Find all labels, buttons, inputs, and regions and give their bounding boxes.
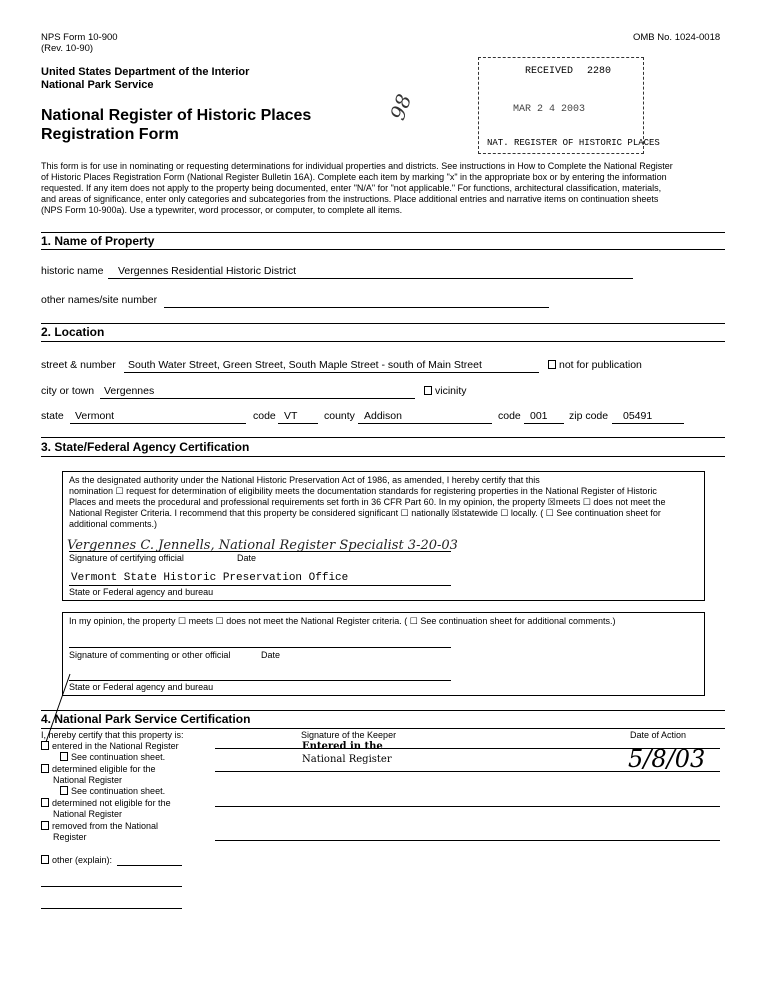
other-names-label: other names/site number: [41, 294, 158, 306]
keeper-underline: [215, 840, 720, 841]
handwritten-margin-mark: 98: [385, 90, 417, 124]
form-number: NPS Form 10-900: [41, 32, 118, 43]
state-code-value[interactable]: VT: [284, 410, 298, 422]
field-underline: [124, 372, 539, 373]
cert-line-4: National Register Criteria. I recommend that this property be considered significant ☐ nationally ☒statewide ☐ locally. ( ☐ See continuation sheet for: [69, 508, 661, 518]
not-eligible-option[interactable]: [41, 798, 171, 809]
keeper-stamp-line-1: Entered in the: [302, 741, 383, 752]
cert-line-3: Places and meets the procedural and professional requirements set forth in 36 CFR Part 60. In my opinion, the property ☒meets ☐ does not meet the: [69, 497, 666, 507]
other-underline: [117, 865, 182, 866]
state-value[interactable]: Vermont: [75, 410, 115, 422]
county-code-value[interactable]: 001: [530, 410, 548, 422]
not-for-publication-checkbox[interactable]: [548, 360, 556, 369]
date-of-action-value: 5/8/03: [628, 745, 706, 773]
not-eligible-label: determined not eligible for the: [52, 798, 171, 808]
intro-line-1: This form is for use in nominating or requesting determinations for individual properties and districts. See instructions in How to Complete the National Register: [41, 161, 673, 171]
received-stamp: [478, 57, 660, 154]
see-continuation-2[interactable]: [60, 786, 165, 797]
not-for-publication[interactable]: [548, 359, 642, 371]
commenting-box: [62, 612, 705, 696]
certifying-agency-value[interactable]: Vermont State Historic Preservation Office: [71, 572, 349, 584]
vicinity[interactable]: [424, 385, 467, 397]
field-underline: [612, 423, 684, 424]
certifying-signature: Vergennes C. Jennells, National Register Specialist 3-20-03: [67, 538, 458, 553]
see-continuation-1[interactable]: [60, 752, 165, 763]
see-continuation-1-label: See continuation sheet.: [71, 752, 166, 762]
see-continuation-1-checkbox[interactable]: [60, 752, 68, 761]
section-divider: [41, 232, 725, 233]
section-divider: [41, 437, 725, 438]
section-divider: [41, 456, 725, 457]
intro-line-3: requested. If any item does not apply to the property being documented, enter "N/A" for "not applicable." For functions, architectural classification, materials,: [41, 183, 662, 193]
agency-underline: [69, 680, 451, 681]
opinion-line: In my opinion, the property ☐ meets ☐ does not meet the National Register criteria. ( ☐ See continuation sheet for additional comments.): [69, 616, 616, 626]
determined-eligible-label-2: National Register: [53, 775, 123, 785]
not-eligible-label-2: National Register: [53, 809, 123, 819]
omb-number: OMB No. 1024-0018: [633, 32, 721, 43]
form-subtitle: Registration Form: [41, 126, 179, 143]
signature-underline: [69, 647, 451, 648]
determined-eligible-option[interactable]: [41, 764, 156, 775]
vicinity-label: vicinity: [435, 385, 467, 397]
zip-value[interactable]: 05491: [623, 410, 653, 422]
removed-option[interactable]: [41, 821, 158, 832]
commenting-agency-label: State or Federal agency and bureau: [69, 682, 214, 692]
certifying-signature-label: Signature of certifying official: [69, 553, 184, 563]
county-code-label: code: [498, 410, 521, 422]
entered-checkbox[interactable]: [41, 741, 49, 750]
intro-line-4: and areas of significance, enter only categories and subcategories from the instructions. Place additional entries and narrative items on continuation sheets: [41, 194, 659, 204]
historic-name-value[interactable]: Vergennes Residential Historic District: [118, 265, 296, 277]
field-underline: [164, 307, 549, 308]
city-value[interactable]: Vergennes: [104, 385, 155, 397]
vicinity-checkbox[interactable]: [424, 386, 432, 395]
stamp-received-label: RECEIVED: [525, 66, 574, 77]
section-divider: [41, 710, 725, 711]
stamp-received-number: 2280: [587, 66, 612, 77]
section-3-heading: 3. State/Federal Agency Certification: [41, 440, 250, 454]
removed-label-2: Register: [53, 832, 87, 842]
city-label: city or town: [41, 385, 95, 397]
other-underline: [41, 908, 182, 909]
section-divider: [41, 728, 725, 729]
state-label: state: [41, 410, 64, 422]
commenting-date-label: Date: [261, 650, 281, 660]
cert-line-2: nomination ☐ request for determination of eligibility meets the documentation standards for registering properties in the National Register of Historic: [69, 486, 657, 496]
keeper-stamp-line-2: National Register: [302, 754, 392, 765]
stamp-footer: NAT. REGISTER OF HISTORIC PLACES: [487, 138, 660, 148]
agency-name: National Park Service: [41, 79, 154, 91]
determined-eligible-checkbox[interactable]: [41, 764, 49, 773]
certifying-agency-label: State or Federal agency and bureau: [69, 587, 214, 597]
historic-name-label: historic name: [41, 265, 104, 277]
field-underline: [108, 278, 633, 279]
section-2-heading: 2. Location: [41, 325, 105, 339]
other-label: other (explain):: [52, 855, 113, 865]
intro-line-2: of Historic Places Registration Form (National Register Bulletin 16A). Complete each item by marking "x" in the appropriate box or by entering the information: [41, 172, 667, 182]
other-option[interactable]: [41, 855, 112, 866]
department-name: United States Department of the Interior: [41, 66, 250, 78]
cert-line-5: additional comments.): [69, 519, 158, 529]
state-code-label: code: [253, 410, 276, 422]
street-value[interactable]: South Water Street, Green Street, South Maple Street - south of Main Street: [128, 359, 482, 371]
county-label: county: [324, 410, 355, 422]
field-underline: [100, 398, 415, 399]
see-continuation-2-checkbox[interactable]: [60, 786, 68, 795]
section-4-heading: 4. National Park Service Certification: [41, 712, 251, 726]
keeper-signature-label: Signature of the Keeper: [301, 730, 397, 740]
agency-underline: [69, 585, 451, 586]
certifying-date-label: Date: [237, 553, 257, 563]
section-1-heading: 1. Name of Property: [41, 234, 155, 248]
county-value[interactable]: Addison: [364, 410, 402, 422]
determined-eligible-label: determined eligible for the: [52, 764, 156, 774]
field-underline: [524, 423, 564, 424]
other-underline: [41, 886, 182, 887]
other-checkbox[interactable]: [41, 855, 49, 864]
removed-label: removed from the National: [52, 821, 159, 831]
cert-line-1: As the designated authority under the National Historic Preservation Act of 1986, as amended, I hereby certify that this: [69, 475, 540, 485]
intro-line-5: (NPS Form 10-900a). Use a typewriter, word processor, or computer, to complete all items.: [41, 205, 403, 215]
not-eligible-checkbox[interactable]: [41, 798, 49, 807]
entered-label: entered in the National Register: [52, 741, 179, 751]
section-divider: [41, 249, 725, 250]
commenting-signature-label: Signature of commenting or other official: [69, 650, 231, 660]
not-for-publication-label: not for publication: [559, 359, 642, 371]
keeper-underline: [215, 806, 720, 807]
street-label: street & number: [41, 359, 116, 371]
removed-checkbox[interactable]: [41, 821, 49, 830]
see-continuation-2-label: See continuation sheet.: [71, 786, 166, 796]
field-underline: [278, 423, 318, 424]
form-revision: (Rev. 10-90): [41, 43, 94, 54]
certification-box: [62, 471, 705, 601]
certify-line: I, hereby certify that this property is:: [41, 730, 184, 740]
signature-underline: [69, 551, 451, 552]
form-title: National Register of Historic Places: [41, 107, 312, 124]
entered-option[interactable]: [41, 741, 179, 752]
stamp-date: MAR 2 4 2003: [513, 104, 586, 115]
section-divider: [41, 341, 725, 342]
section-divider: [41, 323, 725, 324]
field-underline: [358, 423, 492, 424]
date-of-action-label: Date of Action: [630, 730, 687, 740]
field-underline: [70, 423, 246, 424]
zip-label: zip code: [569, 410, 609, 422]
